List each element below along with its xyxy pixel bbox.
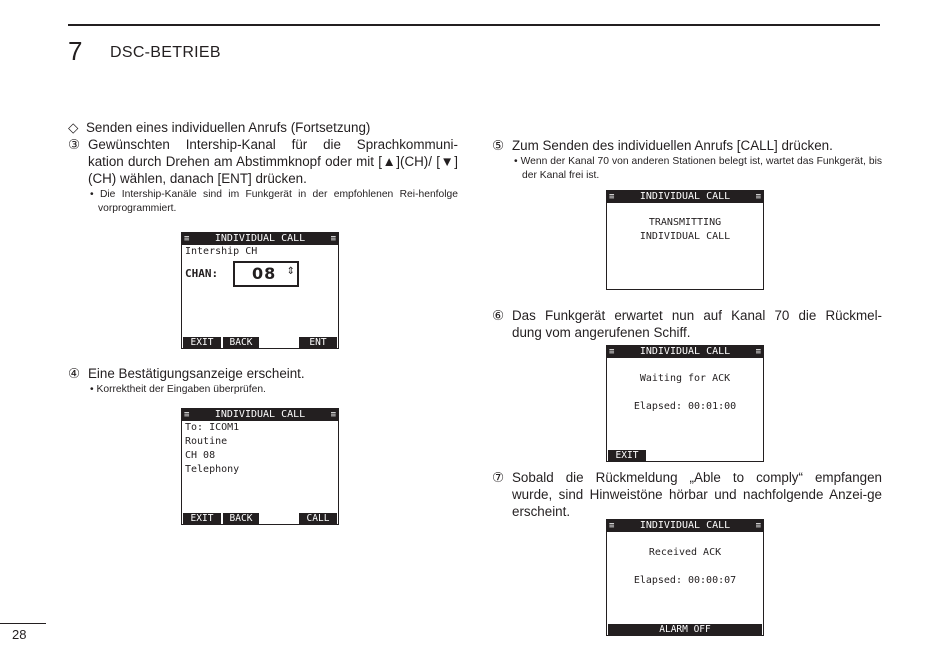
step-6-block [492, 307, 882, 341]
lcd-screen-received [606, 519, 764, 636]
step-7: ⑦ Sobald die Rückmeldung „Able to comply“ empfangen wurde, sind Hinweistöne hörbar und nachfolgende Anzei-ge erscheint. [492, 470, 882, 519]
header-rule [68, 24, 880, 26]
softkey-exit[interactable]: EXIT [183, 337, 221, 348]
step-number: ⑤ [492, 138, 505, 153]
waiting-text: Waiting for ACK [639, 373, 731, 384]
lcd-screen-confirmation [181, 408, 339, 525]
step-number: ③ [68, 137, 81, 152]
lcd-title-bar: ≡ INDIVIDUAL CALL ≡ [609, 191, 761, 202]
lcd-title-bar: ≡ INDIVIDUAL CALL ≡ [184, 233, 336, 244]
softkey-back[interactable]: BACK [223, 337, 259, 348]
step-5: ⑤ Zum Senden des individuellen Anrufs [CALL] drücken. [492, 138, 833, 153]
softkey-exit[interactable]: EXIT [608, 450, 646, 461]
channel-selector[interactable] [233, 261, 299, 287]
lcd-line: Telephony [185, 464, 240, 475]
step-number: ⑥ [492, 308, 505, 323]
lcd-line: TRANSMITTING [648, 217, 722, 228]
step-4-block [68, 365, 458, 397]
lcd-screen-waiting [606, 345, 764, 462]
lcd-title-bar: ≡ INDIVIDUAL CALL ≡ [609, 520, 761, 531]
chan-label: CHAN: [185, 267, 219, 280]
lcd-line: To: ICOM1 [185, 422, 240, 433]
lcd-line: INDIVIDUAL CALL [639, 231, 731, 242]
lcd-title-bar: ≡ INDIVIDUAL CALL ≡ [184, 409, 336, 420]
lcd-line: Routine [185, 436, 228, 447]
left-column [68, 119, 458, 216]
softkey-call[interactable]: CALL [299, 513, 337, 524]
lcd-screen-intership [181, 232, 339, 349]
step-4: ④ Eine Bestätigungsanzeige erscheint. [68, 366, 305, 381]
elapsed-time: Elapsed: 00:00:07 [633, 575, 737, 586]
page-number-rule [0, 623, 46, 624]
lcd-title-bar: ≡ INDIVIDUAL CALL ≡ [609, 346, 761, 357]
softkey-alarm-off[interactable]: ALARM OFF [608, 624, 762, 635]
up-down-arrows-icon: ⇕ [286, 266, 295, 277]
step-number: ④ [68, 366, 81, 381]
lcd-line: Intership CH [185, 246, 258, 257]
softkey-exit[interactable]: EXIT [183, 513, 221, 524]
step-7-block [492, 469, 882, 520]
step-6: ⑥ Das Funkgerät erwartet nun auf Kanal 70 die Rückmel- dung vom angerufenen Schiff. [492, 308, 882, 340]
elapsed-time: Elapsed: 00:01:00 [633, 401, 737, 412]
step-4-note: • Korrektheit der Eingaben überprüfen. [90, 384, 266, 395]
softkey-back[interactable]: BACK [223, 513, 259, 524]
chapter-title: DSC-BETRIEB [110, 44, 221, 61]
lcd-screen-transmitting [606, 190, 764, 290]
step-3: ③ Gewünschten Intership-Kanal für die Sprachkommuni- kation durch Drehen am Abstimmknopf oder mit [▲](CH)/ [▼](CH) wählen, danach [ENT] drücken. [68, 137, 458, 186]
step-5-note: • Wenn der Kanal 70 von anderen Stationen belegt ist, wartet das Funkgerät, bis der Kanal frei ist. [514, 156, 883, 181]
lcd-line: CH 08 [185, 450, 216, 461]
page-number: 28 [12, 627, 27, 642]
section-title: ◇ Senden eines individuellen Anrufs (Fortsetzung) [68, 120, 371, 135]
chapter-number: 7 [68, 36, 83, 66]
softkey-ent[interactable]: ENT [299, 337, 337, 348]
step-number: ⑦ [492, 470, 505, 485]
step-3-note: • Die Intership-Kanäle sind im Funkgerät in der empfohlenen Rei-henfolge vorprogrammiert. [90, 189, 459, 214]
received-text: Received ACK [648, 547, 722, 558]
step-5-block [492, 137, 882, 183]
channel-value: 08 [252, 264, 277, 283]
diamond-icon: ◇ [68, 120, 79, 135]
